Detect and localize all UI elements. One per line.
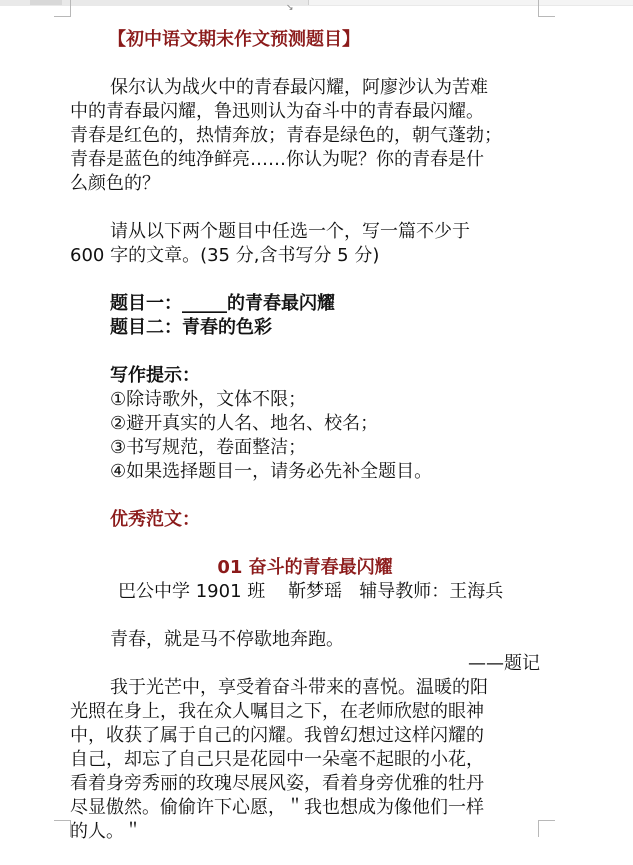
resize-corner-icon[interactable]: ↘ [286,3,294,13]
tips-heading: 写作提示： [110,365,200,386]
intro-line: 保尔认为战火中的青春最闪耀，阿廖沙认为苦难 [110,77,488,98]
essay-body-line: 中，收获了属于自己的闪耀。我曾幻想过这样闪耀的 [70,725,484,746]
document-page [70,28,540,844]
page-corner-mark-bottom-right [538,820,555,837]
page-corner-mark-bottom-left [54,820,71,837]
essay-title: 01 奋斗的青春最闪耀 [217,557,393,578]
topic-one: 题目一：_____的青春最闪耀 [110,293,335,314]
tip-item: ④如果选择题目一，请务必先补全题目。 [110,461,433,482]
tip-item: ①除诗歌外，文体不限； [110,389,307,410]
essay-body-line: 看着身旁秀丽的玫瑰尽展风姿，看着身旁优雅的牡丹 [70,773,484,794]
page-corner-mark-top-right [538,0,555,17]
intro-line: 中的青春最闪耀，鲁迅则认为奋斗中的青春最闪耀。 [70,101,484,122]
essay-body-line: 我于光芒中，享受着奋斗带来的喜悦。温暖的阳 [110,677,488,698]
toolbar-panel [308,0,633,5]
essay-byline: 巴公中学 1901 班 靳梦瑶 辅导教师：王海兵 [118,581,504,602]
tip-item: ③书写规范，卷面整洁； [110,437,307,458]
page-corner-mark-top-left [54,0,71,17]
essay-body-line: 的人。＂ [70,821,142,842]
essay-body-line: 自己，却忘了自己只是花园中一朵毫不起眼的小花， [70,749,484,770]
tip-item: ②避开真实的人名、地名、校名； [110,413,379,434]
sample-heading: 优秀范文： [110,509,200,530]
essay-body-line: 光照在身上，我在众人嘱目之下，在老师欣慰的眼神 [70,701,484,722]
doc-header: 【初中语文期末作文预测题目】 [108,29,360,50]
topic-two: 题目二：青春的色彩 [110,317,272,338]
epigraph-attribution: ——题记 [468,653,540,674]
intro-line: 青春是蓝色的纯净鲜亮……你认为呢？你的青春是什 [70,149,484,170]
intro-line: 青春是红色的，热情奔放；青春是绿色的，朝气蓬勃； [70,125,502,146]
essay-body-line: 尽显傲然。偷偷许下心愿，＂我也想成为像他们一样 [70,797,484,818]
instruction-line: 请从以下两个题目中任选一个，写一篇不少于 [110,221,470,242]
essay-epigraph: 青春，就是马不停歇地奔跑。 [110,629,344,650]
intro-line: 么颜色的？ [70,173,160,194]
instruction-line: 600 字的文章。(35 分,含书写分 5 分) [70,245,380,266]
